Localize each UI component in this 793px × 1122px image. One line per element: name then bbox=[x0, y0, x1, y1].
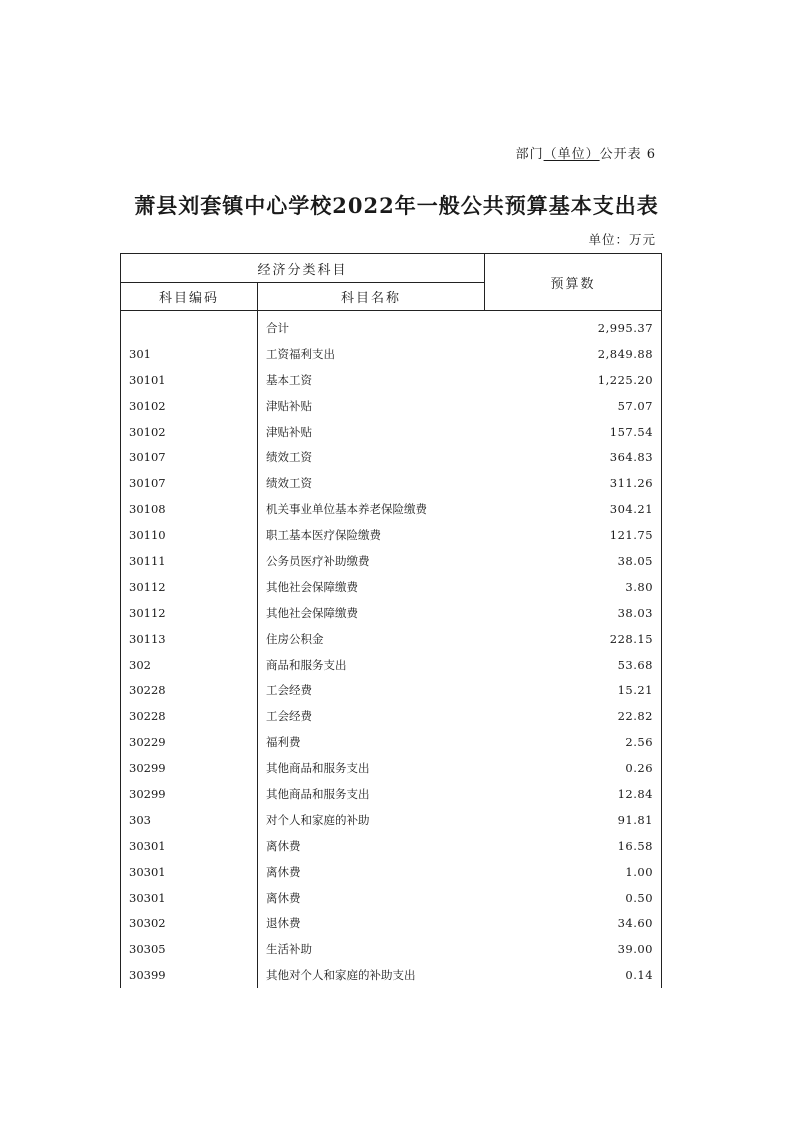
row-code: 30102 bbox=[121, 419, 258, 445]
row-amount: 121.75 bbox=[485, 522, 662, 548]
code-column-header: 科目编码 bbox=[121, 283, 258, 311]
row-amount: 0.26 bbox=[485, 755, 662, 781]
row-amount: 38.03 bbox=[485, 600, 662, 626]
table-row bbox=[121, 470, 662, 496]
row-amount: 34.60 bbox=[485, 910, 662, 936]
row-code: 30101 bbox=[121, 367, 258, 393]
row-code: 30301 bbox=[121, 833, 258, 859]
row-name: 绩效工资 bbox=[258, 470, 485, 496]
table-row bbox=[121, 367, 662, 393]
row-name: 离休费 bbox=[258, 885, 485, 911]
table-row bbox=[121, 962, 662, 988]
public-table-label bbox=[516, 143, 656, 162]
row-name: 工会经费 bbox=[258, 677, 485, 703]
table-row bbox=[121, 393, 662, 419]
row-name: 商品和服务支出 bbox=[258, 652, 485, 678]
table-row bbox=[121, 626, 662, 652]
row-name: 生活补助 bbox=[258, 936, 485, 962]
row-code: 30302 bbox=[121, 910, 258, 936]
row-amount: 228.15 bbox=[485, 626, 662, 652]
row-name: 其他商品和服务支出 bbox=[258, 781, 485, 807]
pub-unit: （单位） bbox=[543, 147, 600, 162]
row-amount: 3.80 bbox=[485, 574, 662, 600]
row-code: 30228 bbox=[121, 703, 258, 729]
table-row bbox=[121, 652, 662, 678]
row-amount: 364.83 bbox=[485, 444, 662, 470]
row-name: 基本工资 bbox=[258, 367, 485, 393]
row-amount: 0.50 bbox=[485, 885, 662, 911]
row-name: 对个人和家庭的补助 bbox=[258, 807, 485, 833]
pub-suffix: 公开表 6 bbox=[599, 147, 656, 162]
row-name: 福利费 bbox=[258, 729, 485, 755]
row-name: 公务员医疗补助缴费 bbox=[258, 548, 485, 574]
row-code: 30111 bbox=[121, 548, 258, 574]
row-name: 绩效工资 bbox=[258, 444, 485, 470]
row-code: 302 bbox=[121, 652, 258, 678]
row-name: 津贴补贴 bbox=[258, 419, 485, 445]
row-amount: 2,995.37 bbox=[485, 315, 662, 341]
table-row bbox=[121, 910, 662, 936]
row-name: 机关事业单位基本养老保险缴费 bbox=[258, 496, 485, 522]
table-body bbox=[121, 311, 662, 989]
table-row bbox=[121, 755, 662, 781]
row-amount: 157.54 bbox=[485, 419, 662, 445]
row-amount: 1,225.20 bbox=[485, 367, 662, 393]
row-code: 30112 bbox=[121, 600, 258, 626]
row-code: 30228 bbox=[121, 677, 258, 703]
row-name: 工会经费 bbox=[258, 703, 485, 729]
row-code: 30108 bbox=[121, 496, 258, 522]
table-row bbox=[121, 885, 662, 911]
row-code: 30301 bbox=[121, 885, 258, 911]
row-amount: 53.68 bbox=[485, 652, 662, 678]
row-amount: 39.00 bbox=[485, 936, 662, 962]
name-column-header: 科目名称 bbox=[258, 283, 485, 311]
table-row bbox=[121, 781, 662, 807]
row-code: 30305 bbox=[121, 936, 258, 962]
table-row bbox=[121, 677, 662, 703]
row-amount: 2.56 bbox=[485, 729, 662, 755]
budget-table bbox=[120, 253, 662, 988]
row-code: 30112 bbox=[121, 574, 258, 600]
table-row bbox=[121, 729, 662, 755]
row-amount: 16.58 bbox=[485, 833, 662, 859]
unit-label: 单位：万元 bbox=[588, 232, 656, 247]
row-name: 其他商品和服务支出 bbox=[258, 755, 485, 781]
row-name: 合计 bbox=[258, 315, 485, 341]
row-amount: 0.14 bbox=[485, 962, 662, 988]
table-row bbox=[121, 548, 662, 574]
table-row bbox=[121, 600, 662, 626]
row-name: 其他社会保障缴费 bbox=[258, 600, 485, 626]
row-code: 30399 bbox=[121, 962, 258, 988]
row-amount: 304.21 bbox=[485, 496, 662, 522]
row-name: 离休费 bbox=[258, 859, 485, 885]
table-row bbox=[121, 703, 662, 729]
row-amount: 38.05 bbox=[485, 548, 662, 574]
row-amount: 91.81 bbox=[485, 807, 662, 833]
row-code: 30301 bbox=[121, 859, 258, 885]
row-name: 职工基本医疗保险缴费 bbox=[258, 522, 485, 548]
table-row bbox=[121, 859, 662, 885]
row-name: 工资福利支出 bbox=[258, 341, 485, 367]
row-name: 津贴补贴 bbox=[258, 393, 485, 419]
table-row bbox=[121, 419, 662, 445]
row-code: 30102 bbox=[121, 393, 258, 419]
table-row bbox=[121, 341, 662, 367]
row-amount: 1.00 bbox=[485, 859, 662, 885]
table-row bbox=[121, 833, 662, 859]
row-name: 其他社会保障缴费 bbox=[258, 574, 485, 600]
row-code: 303 bbox=[121, 807, 258, 833]
page-title: 萧县刘套镇中心学校2022年一般公共预算基本支出表 bbox=[134, 193, 659, 218]
table-row bbox=[121, 522, 662, 548]
table-row bbox=[121, 936, 662, 962]
row-name: 退休费 bbox=[258, 910, 485, 936]
row-name: 离休费 bbox=[258, 833, 485, 859]
table-row bbox=[121, 315, 662, 341]
row-amount: 22.82 bbox=[485, 703, 662, 729]
row-code: 30229 bbox=[121, 729, 258, 755]
row-code: 30110 bbox=[121, 522, 258, 548]
row-amount: 2,849.88 bbox=[485, 341, 662, 367]
row-amount: 15.21 bbox=[485, 677, 662, 703]
table-row bbox=[121, 807, 662, 833]
row-code: 30107 bbox=[121, 444, 258, 470]
row-name: 其他对个人和家庭的补助支出 bbox=[258, 962, 485, 988]
economic-classification-header: 经济分类科目 bbox=[121, 254, 485, 283]
row-name: 住房公积金 bbox=[258, 626, 485, 652]
row-amount: 57.07 bbox=[485, 393, 662, 419]
row-amount: 12.84 bbox=[485, 781, 662, 807]
row-code: 30299 bbox=[121, 781, 258, 807]
row-code: 30107 bbox=[121, 470, 258, 496]
row-code: 301 bbox=[121, 341, 258, 367]
budget-amount-header: 预算数 bbox=[485, 254, 662, 311]
table-row bbox=[121, 574, 662, 600]
table-row bbox=[121, 496, 662, 522]
table-row bbox=[121, 444, 662, 470]
row-code: 30113 bbox=[121, 626, 258, 652]
row-amount: 311.26 bbox=[485, 470, 662, 496]
pub-prefix: 部门 bbox=[515, 147, 544, 162]
row-code: 30299 bbox=[121, 755, 258, 781]
row-code bbox=[121, 315, 258, 341]
